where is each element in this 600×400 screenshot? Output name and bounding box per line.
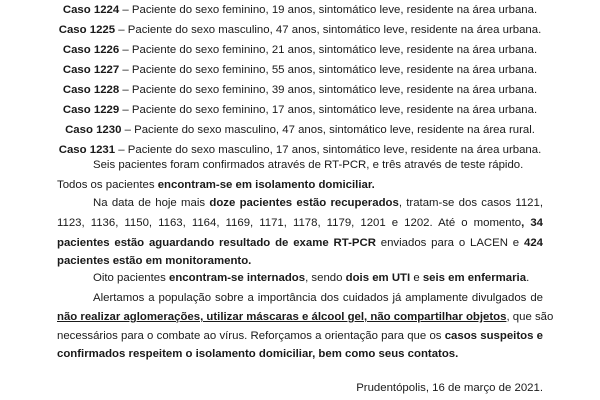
- case-description: – Paciente do sexo feminino, 39 anos, sintomático leve, residente na área urbana.: [119, 84, 538, 96]
- lacen-text: enviados para o LACEN e: [375, 237, 524, 249]
- case-line: [0, 124, 600, 136]
- case-description: – Paciente do sexo feminino, 19 anos, sintomático leve, residente na área urbana.: [119, 4, 538, 16]
- awaiting-text: pacientes estão aguardando resultado de exame RT-PCR: [57, 237, 376, 249]
- confirmation-method-text: Seis pacientes foram confirmados através de RT-PCR, e três através de teste rápido.: [93, 159, 524, 171]
- case-id: Caso 1231: [58, 144, 116, 156]
- hospitalized-text: [93, 268, 529, 288]
- alert-line-4: [57, 344, 458, 364]
- isolation-text: [57, 175, 375, 195]
- alert-line-3: [57, 326, 543, 346]
- case-description: – Paciente do sexo masculino, 47 anos, sintomático leve, residente na área rural.: [121, 124, 535, 136]
- alert-lead: Alertamos a população sobre a importância dos cuidados já amplamente divulgados de: [93, 292, 543, 304]
- prevention-measures: não realizar aglomerações, utilizar máscaras e álcool gel, não compartilhar objetos: [57, 311, 507, 323]
- case-id: Caso 1224: [62, 4, 120, 16]
- case-description: – Paciente do sexo masculino, 17 anos, sintomático leve, residente na área urbana.: [115, 144, 542, 156]
- recovered-lead: Na data de hoje mais: [93, 197, 210, 209]
- case-description: – Paciente do sexo feminino, 17 anos, sintomático leve, residente na área urbana.: [119, 104, 538, 116]
- case-id: Caso 1230: [65, 124, 122, 136]
- hospitalized-end: .: [526, 272, 530, 284]
- case-id: Caso 1228: [62, 84, 120, 96]
- alert-reinforce: necessários para o combate ao vírus. Reforçamos a orientação para que os: [57, 330, 445, 342]
- isolation-text-bold: encontram-se em isolamento domiciliar.: [157, 179, 375, 191]
- case-line: [0, 24, 600, 36]
- uti-count: dois em UTI: [345, 272, 411, 284]
- case-id: Caso 1225: [58, 24, 116, 36]
- recovered-line-2: [57, 213, 543, 233]
- document-date: Prudentópolis, 16 de março de 2021.: [356, 382, 543, 394]
- alert-line-1: [57, 288, 543, 308]
- alert-line-2: [57, 307, 554, 327]
- hospitalized-status: encontram-se internados: [168, 272, 306, 284]
- awaiting-count: , 34: [521, 217, 543, 229]
- suspected-cases: casos suspeitos e: [444, 330, 543, 342]
- recovered-cases-start: , tratam-se dos casos 1121,: [398, 197, 543, 209]
- case-id: Caso 1229: [62, 104, 120, 116]
- case-line: [0, 4, 600, 16]
- isolation-respect: confirmados respeitem o isolamento domiciliar, bem como seus contatos.: [57, 348, 459, 360]
- recovered-cases-list: 1123, 1136, 1150, 1163, 1164, 1169, 1171, 1178, 1179, 1201 e 1202. Até o momento: [57, 217, 522, 229]
- case-line: [0, 64, 600, 76]
- monitoring-label: pacientes estão em monitoramento.: [57, 255, 252, 267]
- case-description: – Paciente do sexo masculino, 47 anos, sintomático leve, residente na área urbana.: [115, 24, 542, 36]
- alert-continuation: , que são: [506, 311, 554, 323]
- recovered-count: doze pacientes estão recuperados: [209, 197, 399, 209]
- case-description: – Paciente do sexo feminino, 21 anos, sintomático leve, residente na área urbana.: [119, 44, 538, 56]
- case-line: [0, 104, 600, 116]
- case-line: [0, 84, 600, 96]
- recovered-line-3: [57, 233, 543, 253]
- hospitalized-sep: , sendo: [305, 272, 346, 284]
- recovered-line-1: [57, 193, 543, 213]
- ward-count: seis em enfermaria: [422, 272, 527, 284]
- hospitalized-and: e: [410, 272, 423, 284]
- monitoring-count: 424: [523, 237, 543, 249]
- hospitalized-lead: Oito pacientes: [93, 272, 169, 284]
- case-id: Caso 1227: [62, 64, 120, 76]
- case-line: [0, 44, 600, 56]
- isolation-text-lead: Todos os pacientes: [57, 179, 158, 191]
- case-id: Caso 1226: [62, 44, 120, 56]
- case-description: – Paciente do sexo feminino, 55 anos, sintomático leve, residente na área urbana.: [119, 64, 538, 76]
